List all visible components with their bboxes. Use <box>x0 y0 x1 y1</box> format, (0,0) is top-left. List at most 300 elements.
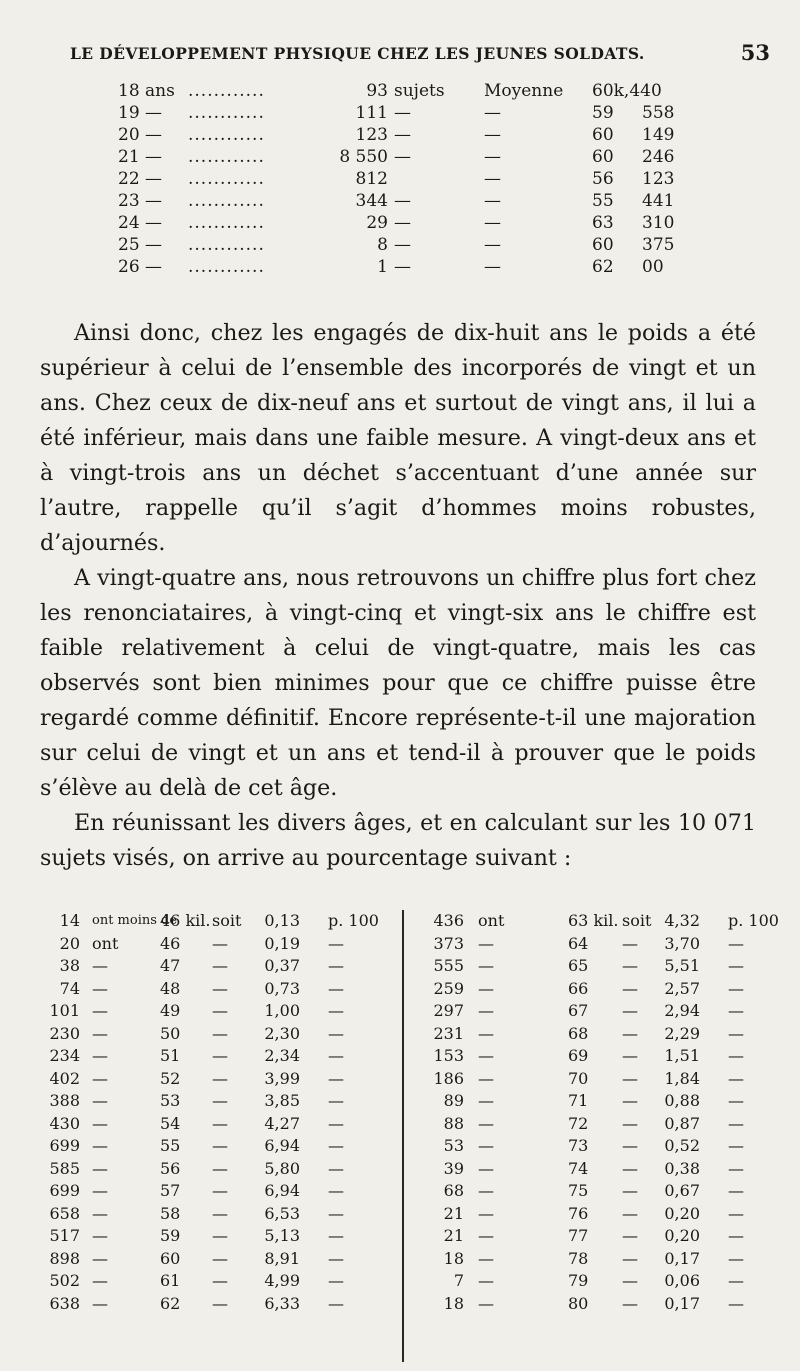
percent-cell: 0,19 <box>264 933 300 953</box>
sujets-cell: — <box>394 235 411 255</box>
table-row <box>40 1135 402 1158</box>
table-row <box>410 1023 770 1046</box>
table-row <box>40 1248 402 1271</box>
unit-cell: — <box>328 1181 344 1200</box>
unit-cell: — <box>328 1001 344 1020</box>
count-cell: 74 <box>59 978 80 998</box>
table-row <box>410 1090 770 1113</box>
age-cell: 26 — <box>118 257 163 277</box>
word-cell: — <box>478 1113 494 1133</box>
paragraph: Ainsi donc, chez les engagés de dix-huit ans le poids a été supérieur à celui de l’ensemble des incorporés de vingt et un ans. Chez ceux de dix-neuf ans et surtout de vingt ans, il lui a été inférieur, mais dans une faible mesure. A vingt-deux ans et à vingt-trois ans un déchet s’accentuant d’une année sur l’autre, rappelle qu’il s’agit d’hommes moins robustes, d’ajournés. <box>40 320 756 556</box>
percent-cell: 4,32 <box>664 911 700 930</box>
count-cell: 7 <box>453 1271 464 1290</box>
unit-cell: — <box>328 1158 344 1178</box>
unit-cell: — <box>728 1203 744 1223</box>
table-row <box>40 1293 402 1316</box>
count-cell: 230 <box>49 1023 80 1043</box>
weight-kg-cell: 60 <box>592 125 614 145</box>
leader-dots: ............ <box>188 147 265 167</box>
percent-cell: 6,53 <box>264 1203 300 1223</box>
leader-dots: ............ <box>188 257 265 277</box>
weight-cell: 63 kil. <box>568 911 619 930</box>
table-row <box>40 933 402 956</box>
weight-cell: 61 <box>160 1271 181 1290</box>
table-row <box>40 1090 402 1113</box>
table-row <box>410 933 770 956</box>
age-cell: 21 — <box>118 147 163 167</box>
table-row <box>40 1045 402 1068</box>
table-row <box>118 256 758 278</box>
percent-cell: 2,34 <box>264 1046 300 1065</box>
percent-cell: 2,57 <box>664 978 700 998</box>
soit-cell: — <box>212 956 228 975</box>
word-cell: — <box>478 1203 494 1223</box>
unit-cell: — <box>328 1068 344 1088</box>
count-cell: 555 <box>433 956 464 975</box>
paragraph: A vingt-quatre ans, nous retrouvons un chiffre plus fort chez les renonciataires, à vingt-cinq et vingt-six ans le chiffre est faible relativement à celui de vingt-quatre, mais les cas observés sont bien minimes pour que ce chiffre puisse être regardé comme définitif. Encore représente-t-il une majoration sur celui de vingt et un ans et tend-il à prouver que le poids s’élève au delà de cet âge. <box>40 565 756 801</box>
word-cell: — <box>92 1226 108 1245</box>
table-row <box>410 1068 770 1091</box>
weight-kg-cell: 56 <box>592 169 614 189</box>
count-cell: 53 <box>443 1136 464 1155</box>
sujets-cell: — <box>394 257 411 277</box>
count-cell: 344 <box>355 191 388 211</box>
weight-g-cell: 375 <box>642 235 675 255</box>
soit-cell: — <box>622 1001 638 1020</box>
weight-cell: 70 <box>568 1068 589 1088</box>
percent-cell: 1,51 <box>664 1046 700 1065</box>
sujets-cell: — <box>394 147 411 167</box>
count-cell: 898 <box>49 1248 80 1268</box>
weight-cell: 57 <box>160 1181 181 1200</box>
unit-cell: — <box>328 1226 344 1245</box>
word-cell: — <box>478 1226 494 1245</box>
percent-cell: 0,67 <box>664 1181 700 1200</box>
percent-cell: 8,91 <box>264 1248 300 1268</box>
table-row <box>410 910 779 933</box>
unit-cell: — <box>328 933 344 953</box>
word-cell: — <box>92 1136 108 1155</box>
table-row <box>410 955 770 978</box>
age-cell: 24 — <box>118 213 163 233</box>
unit-cell: — <box>328 1091 344 1110</box>
soit-cell: — <box>212 933 228 953</box>
weight-cell: 67 <box>568 1001 589 1020</box>
unit-cell: p. 100 <box>728 911 779 930</box>
column-divider <box>402 910 404 1362</box>
table-row <box>410 1293 770 1316</box>
count-cell: 297 <box>433 1001 464 1020</box>
percent-cell: 3,70 <box>664 933 700 953</box>
weight-g-cell: 558 <box>642 103 675 123</box>
word-cell: — <box>478 1271 494 1290</box>
count-cell: 21 <box>443 1203 464 1223</box>
unit-cell: — <box>728 1046 744 1065</box>
body-text <box>40 316 756 876</box>
leader-dots: ............ <box>188 81 265 101</box>
weight-g-cell: 123 <box>642 169 675 189</box>
count-cell: 812 <box>355 169 388 189</box>
percent-cell: 0,06 <box>664 1271 700 1290</box>
unit-cell: — <box>328 956 344 975</box>
percent-cell: 1,84 <box>664 1068 700 1088</box>
weight-g-cell: 149 <box>642 125 675 145</box>
count-cell: 658 <box>49 1203 80 1223</box>
weight-cell: 54 <box>160 1113 181 1133</box>
soit-cell: — <box>212 1136 228 1155</box>
word-cell: — <box>478 1023 494 1043</box>
count-cell: 402 <box>49 1068 80 1088</box>
percent-cell: 6,33 <box>264 1293 300 1313</box>
count-cell: 638 <box>49 1293 80 1313</box>
soit-cell: — <box>212 1068 228 1088</box>
percent-cell: 1,00 <box>264 1001 300 1020</box>
soit-cell: — <box>622 1226 638 1245</box>
age-cell: 22 — <box>118 169 163 189</box>
leader-dots: ............ <box>188 169 265 189</box>
weight-cell: 49 <box>160 1001 181 1020</box>
soit-cell: — <box>622 1181 638 1200</box>
sujets-cell: — <box>394 125 411 145</box>
percent-cell: 0,20 <box>664 1226 700 1245</box>
word-cell: — <box>92 1023 108 1043</box>
soit-cell: — <box>212 1091 228 1110</box>
unit-cell: — <box>728 1158 744 1178</box>
table-row <box>40 1203 402 1226</box>
table-row <box>118 102 758 124</box>
weight-percentage-table <box>40 910 779 1362</box>
count-cell: 430 <box>49 1113 80 1133</box>
weight-cell: 64 <box>568 933 589 953</box>
weight-kg-cell: 60 <box>592 147 614 167</box>
percent-cell: 2,29 <box>664 1023 700 1043</box>
count-cell: 436 <box>433 911 464 930</box>
word-cell: ont moins de <box>92 913 178 928</box>
table-row <box>118 234 758 256</box>
soit-cell: — <box>212 1293 228 1313</box>
weight-cell: 77 <box>568 1226 589 1245</box>
weight-cell: 52 <box>160 1068 181 1088</box>
soit-cell: — <box>622 1136 638 1155</box>
percent-cell: 3,85 <box>264 1091 300 1110</box>
soit-cell: — <box>622 1203 638 1223</box>
count-cell: 8 <box>377 235 388 255</box>
word-cell: ont <box>92 933 119 953</box>
word-cell: — <box>478 1248 494 1268</box>
table-row <box>410 1045 770 1068</box>
soit-cell: — <box>622 1023 638 1043</box>
weight-cell: 47 <box>160 956 181 975</box>
table-row <box>40 1158 402 1181</box>
weight-cell: 72 <box>568 1113 589 1133</box>
weight-cell: 75 <box>568 1181 589 1200</box>
weight-g-cell: 310 <box>642 213 675 233</box>
word-cell: — <box>478 978 494 998</box>
weight-cell: 73 <box>568 1136 589 1155</box>
word-cell: — <box>92 1158 108 1178</box>
table-row <box>40 1225 402 1248</box>
soit-cell: — <box>212 1113 228 1133</box>
moyenne-cell: — <box>484 169 501 189</box>
table-row <box>410 1270 770 1293</box>
word-cell: — <box>92 1113 108 1133</box>
word-cell: — <box>478 1068 494 1088</box>
table-row <box>410 1248 770 1271</box>
unit-cell: — <box>728 1023 744 1043</box>
table-row <box>40 1270 402 1293</box>
percent-cell: 3,99 <box>264 1068 300 1088</box>
soit-cell: — <box>212 978 228 998</box>
count-cell: 234 <box>49 1046 80 1065</box>
page-number: 53 <box>740 40 770 65</box>
unit-cell: — <box>328 1046 344 1065</box>
percent-cell: 6,94 <box>264 1181 300 1200</box>
weight-kg-cell: 60 <box>592 235 614 255</box>
weight-g-cell: 441 <box>642 191 675 211</box>
count-cell: 101 <box>49 1001 80 1020</box>
table-row <box>410 1180 770 1203</box>
percent-cell: 0,17 <box>664 1248 700 1268</box>
word-cell: — <box>92 1248 108 1268</box>
table-row <box>410 1000 770 1023</box>
word-cell: — <box>478 933 494 953</box>
soit-cell: — <box>622 933 638 953</box>
weight-kg-cell: 55 <box>592 191 614 211</box>
weight-kg-cell: 59 <box>592 103 614 123</box>
moyenne-cell: — <box>484 235 501 255</box>
moyenne-cell: Moyenne <box>484 81 564 101</box>
count-cell: 123 <box>355 125 388 145</box>
unit-cell: — <box>328 1136 344 1155</box>
weight-cell: 51 <box>160 1046 181 1065</box>
weight-cell: 79 <box>568 1271 589 1290</box>
count-cell: 18 <box>443 1293 464 1313</box>
count-cell: 388 <box>49 1091 80 1110</box>
percentage-column-right <box>410 910 779 1362</box>
weight-kg-cell: 63 <box>592 213 614 233</box>
leader-dots: ............ <box>188 191 265 211</box>
weight-kg-cell: 60k,440 <box>592 81 662 101</box>
table-row <box>40 1023 402 1046</box>
table-row <box>40 1068 402 1091</box>
unit-cell: — <box>728 1091 744 1110</box>
table-row <box>118 80 758 102</box>
unit-cell: — <box>728 1181 744 1200</box>
count-cell: 93 <box>366 81 388 101</box>
moyenne-cell: — <box>484 213 501 233</box>
moyenne-cell: — <box>484 103 501 123</box>
unit-cell: — <box>328 1271 344 1290</box>
percent-cell: 0,17 <box>664 1293 700 1313</box>
table-row <box>410 1113 770 1136</box>
weight-cell: 55 <box>160 1136 181 1155</box>
table-row <box>118 212 758 234</box>
soit-cell: — <box>212 1046 228 1065</box>
word-cell: — <box>478 1136 494 1155</box>
unit-cell: — <box>728 956 744 975</box>
moyenne-cell: — <box>484 257 501 277</box>
sujets-cell: — <box>394 213 411 233</box>
percent-cell: 6,94 <box>264 1136 300 1155</box>
count-cell: 39 <box>443 1158 464 1178</box>
soit-cell: — <box>212 1271 228 1290</box>
weight-cell: 60 <box>160 1248 181 1268</box>
count-cell: 89 <box>443 1091 464 1110</box>
count-cell: 68 <box>443 1181 464 1200</box>
count-cell: 21 <box>443 1226 464 1245</box>
moyenne-cell: — <box>484 191 501 211</box>
word-cell: — <box>478 1091 494 1110</box>
word-cell: — <box>92 1068 108 1088</box>
count-cell: 502 <box>49 1271 80 1290</box>
percent-cell: 5,13 <box>264 1226 300 1245</box>
table-row <box>118 146 758 168</box>
unit-cell: — <box>728 933 744 953</box>
soit-cell: — <box>212 1023 228 1043</box>
running-title: LE DÉVELOPPEMENT PHYSIQUE CHEZ LES JEUNES SOLDATS. <box>70 44 645 63</box>
age-cell: 25 — <box>118 235 163 255</box>
soit-cell: soit <box>212 911 242 930</box>
count-cell: 373 <box>433 933 464 953</box>
percent-cell: 0,87 <box>664 1113 700 1133</box>
soit-cell: — <box>622 978 638 998</box>
percent-cell: 2,94 <box>664 1001 700 1020</box>
count-cell: 29 <box>366 213 388 233</box>
soit-cell: — <box>622 1293 638 1313</box>
unit-cell: — <box>328 1023 344 1043</box>
table-row <box>118 190 758 212</box>
word-cell: — <box>478 1293 494 1313</box>
unit-cell: — <box>728 1113 744 1133</box>
weight-cell: 80 <box>568 1293 589 1313</box>
soit-cell: — <box>212 1226 228 1245</box>
percent-cell: 5,80 <box>264 1158 300 1178</box>
weight-cell: 58 <box>160 1203 181 1223</box>
soit-cell: — <box>622 1113 638 1133</box>
percent-cell: 5,51 <box>664 956 700 975</box>
word-cell: ont <box>478 911 505 930</box>
word-cell: — <box>92 1293 108 1313</box>
leader-dots: ............ <box>188 125 265 145</box>
weight-cell: 76 <box>568 1203 589 1223</box>
weight-cell: 74 <box>568 1158 589 1178</box>
weight-cell: 66 <box>568 978 589 998</box>
age-cell: 19 — <box>118 103 163 123</box>
soit-cell: — <box>622 1248 638 1268</box>
count-cell: 517 <box>49 1226 80 1245</box>
count-cell: 231 <box>433 1023 464 1043</box>
table-row <box>40 1180 402 1203</box>
word-cell: — <box>92 1091 108 1110</box>
weight-cell: 59 <box>160 1226 181 1245</box>
soit-cell: — <box>212 1203 228 1223</box>
soit-cell: — <box>622 1158 638 1178</box>
percent-cell: 0,37 <box>264 956 300 975</box>
count-cell: 1 <box>377 257 388 277</box>
word-cell: — <box>92 956 108 975</box>
unit-cell: — <box>728 1136 744 1155</box>
weight-cell: 69 <box>568 1046 589 1065</box>
unit-cell: — <box>728 978 744 998</box>
unit-cell: — <box>728 1271 744 1290</box>
word-cell: — <box>92 1001 108 1020</box>
count-cell: 186 <box>433 1068 464 1088</box>
percent-cell: 4,27 <box>264 1113 300 1133</box>
unit-cell: — <box>328 978 344 998</box>
count-cell: 38 <box>59 956 80 975</box>
word-cell: — <box>92 1271 108 1290</box>
unit-cell: — <box>328 1248 344 1268</box>
soit-cell: — <box>212 1158 228 1178</box>
count-cell: 14 <box>59 911 80 930</box>
word-cell: — <box>478 1001 494 1020</box>
soit-cell: — <box>622 1068 638 1088</box>
table-row <box>410 1158 770 1181</box>
weight-cell: 50 <box>160 1023 181 1043</box>
sujets-cell: sujets <box>394 81 445 101</box>
sujets-cell: — <box>394 191 411 211</box>
soit-cell: — <box>622 1091 638 1110</box>
word-cell: — <box>478 1046 494 1065</box>
word-cell: — <box>92 978 108 998</box>
weight-g-cell: 00 <box>642 257 664 277</box>
table-row <box>40 978 402 1001</box>
weight-kg-cell: 62 <box>592 257 614 277</box>
count-cell: 20 <box>59 933 80 953</box>
soit-cell: — <box>212 1248 228 1268</box>
sujets-cell: — <box>394 103 411 123</box>
table-row <box>118 168 758 190</box>
weight-cell: 62 <box>160 1293 181 1313</box>
weight-cell: 71 <box>568 1091 589 1110</box>
percentage-column-left <box>40 910 402 1362</box>
soit-cell: — <box>622 1271 638 1290</box>
table-row <box>40 1113 402 1136</box>
count-cell: 8 550 <box>339 147 388 167</box>
soit-cell: — <box>622 1046 638 1065</box>
moyenne-cell: — <box>484 125 501 145</box>
weight-cell: 78 <box>568 1248 589 1268</box>
percent-cell: 0,38 <box>664 1158 700 1178</box>
count-cell: 88 <box>443 1113 464 1133</box>
word-cell: — <box>92 1046 108 1065</box>
soit-cell: — <box>622 956 638 975</box>
soit-cell: — <box>212 1181 228 1200</box>
weight-cell: 53 <box>160 1091 181 1110</box>
weight-cell: 65 <box>568 956 589 975</box>
table-row <box>40 955 402 978</box>
table-row <box>40 1000 402 1023</box>
unit-cell: — <box>728 1068 744 1088</box>
weight-g-cell: 246 <box>642 147 675 167</box>
word-cell: — <box>478 1158 494 1178</box>
moyenne-cell: — <box>484 147 501 167</box>
word-cell: — <box>92 1181 108 1200</box>
table-row <box>40 910 402 933</box>
age-cell: 20 — <box>118 125 163 145</box>
soit-cell: — <box>212 1001 228 1020</box>
weight-cell: 48 <box>160 978 181 998</box>
word-cell: — <box>478 956 494 975</box>
weight-cell: 46 <box>160 933 181 953</box>
unit-cell: — <box>728 1293 744 1313</box>
percent-cell: 0,88 <box>664 1091 700 1110</box>
table-row <box>410 1203 770 1226</box>
unit-cell: p. 100 <box>328 911 379 930</box>
weight-cell: 46 kil. <box>160 911 211 930</box>
percent-cell: 0,52 <box>664 1136 700 1155</box>
table-row <box>410 1135 770 1158</box>
